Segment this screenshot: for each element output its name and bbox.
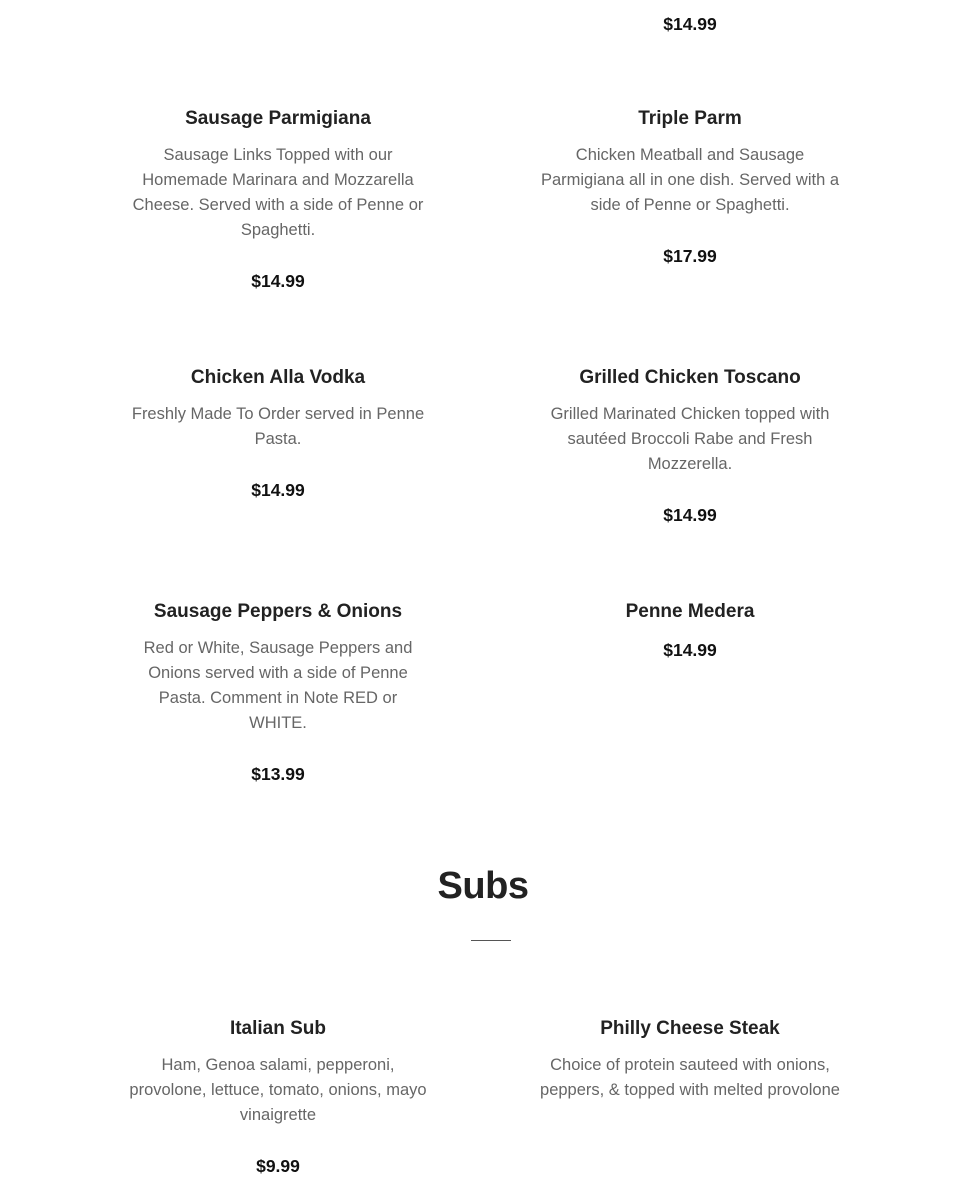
item-description: Chicken Meatball and Sausage Parmigiana all in one dish. Served with a side of Penne or Spaghetti. [540,146,840,214]
menu-item-chicken-alla-vodka[interactable] [128,366,428,502]
item-price: $14.99 [663,505,717,525]
menu-item-triple-parm[interactable] [540,107,840,268]
item-description: Grilled Marinated Chicken topped with sautéed Broccoli Rabe and Fresh Mozzerella. [550,405,830,473]
section-divider [471,940,511,941]
item-name: Sausage Peppers & Onions [153,601,403,622]
item-price: $14.99 [663,640,717,660]
menu-item-grilled-chicken-toscano[interactable] [540,366,840,527]
section-title-subs: Subs [437,865,529,907]
item-price: $13.99 [251,764,305,784]
item-name: Italian Sub [229,1018,327,1039]
menu-item-philly-cheese-steak[interactable] [540,1017,840,1129]
menu-item-sausage-peppers-onions[interactable] [128,600,428,786]
item-price: $14.99 [251,271,305,291]
menu-item-penne-medera[interactable] [540,600,840,662]
item-name: Penne Medera [625,601,755,622]
item-name: Chicken Alla Vodka [190,367,366,388]
item-description: Ham, Genoa salami, pepperoni, provolone, lettuce, tomato, onions, mayo vinaigrette [129,1056,427,1124]
item-description: Sausage Links Topped with our Homemade Marinara and Mozzarella Cheese. Served with a side of Penne or Spaghetti. [132,146,424,239]
item-price: $17.99 [663,246,717,266]
item-name: Grilled Chicken Toscano [579,367,801,388]
item-description: Red or White, Sausage Peppers and Onions served with a side of Penne Pasta. Comment in Note RED or WHITE. [143,639,413,732]
menu-item-italian-sub[interactable] [128,1017,428,1178]
item-name: Philly Cheese Steak [600,1018,780,1039]
item-description: Freshly Made To Order served in Penne Pasta. [131,405,425,448]
item-description: Choice of protein sauteed with onions, peppers, & topped with melted provolone [540,1056,840,1099]
menu-item-partial[interactable] [540,12,840,36]
item-price: $14.99 [663,14,717,34]
item-price: $14.99 [251,480,305,500]
item-name: Triple Parm [638,108,742,129]
item-name: Sausage Parmigiana [185,108,371,129]
item-price: $9.99 [256,1156,300,1176]
menu-item-sausage-parmigiana[interactable] [128,107,428,293]
